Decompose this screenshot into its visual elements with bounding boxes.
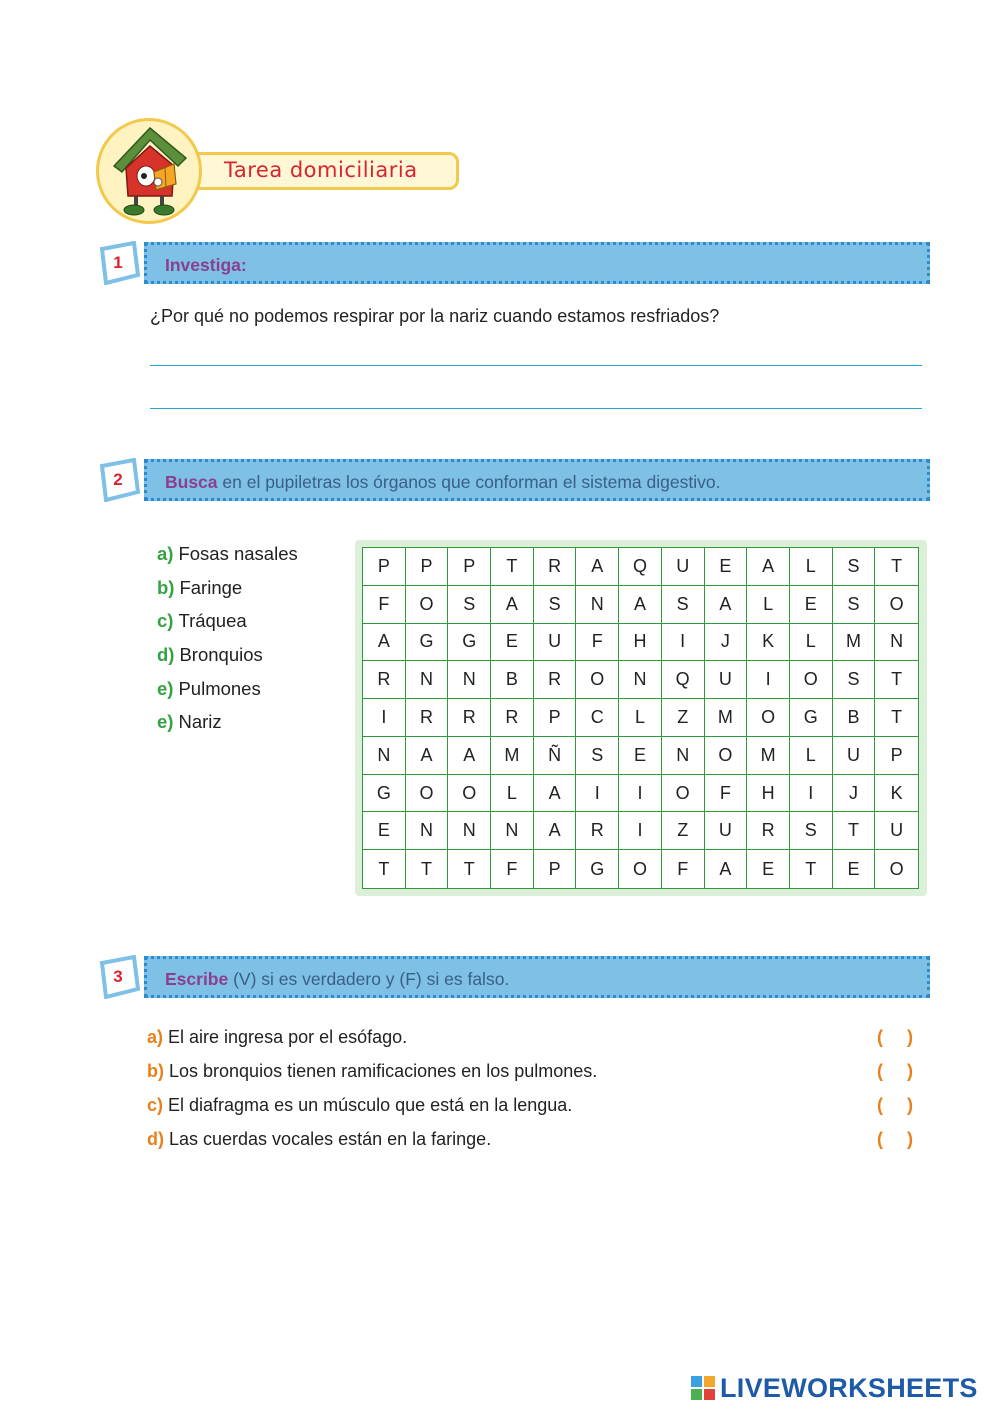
word-search-grid	[362, 547, 919, 889]
grid-cell[interactable]: H	[747, 775, 790, 813]
grid-cell[interactable]: N	[406, 661, 449, 699]
item-letter: c)	[147, 1095, 164, 1115]
paren-open: (	[877, 1027, 883, 1047]
answer-line-1[interactable]	[150, 365, 922, 366]
grid-cell[interactable]: R	[406, 699, 449, 737]
grid-cell[interactable]: S	[833, 661, 876, 699]
grid-cell[interactable]: N	[576, 586, 619, 624]
true-false-item	[147, 1095, 917, 1129]
instruction-banner	[144, 242, 930, 284]
grid-cell[interactable]: S	[833, 586, 876, 624]
grid-cell[interactable]: N	[619, 661, 662, 699]
grid-cell[interactable]: L	[790, 624, 833, 662]
grid-cell[interactable]: K	[875, 775, 918, 813]
true-false-list	[147, 1027, 917, 1163]
page-title: Tarea domiciliaria	[224, 158, 418, 182]
grid-cell[interactable]: T	[491, 548, 534, 586]
word-list-item	[157, 610, 298, 644]
grid-cell[interactable]: A	[491, 586, 534, 624]
item-letter: d)	[147, 1129, 164, 1149]
grid-cell[interactable]: F	[363, 586, 406, 624]
item-text: El diafragma es un músculo que está en la lengua.	[168, 1095, 573, 1115]
grid-cell[interactable]: O	[448, 775, 491, 813]
grid-cell[interactable]: S	[448, 586, 491, 624]
answer-box[interactable]	[877, 1129, 913, 1150]
grid-cell[interactable]: T	[875, 548, 918, 586]
grid-cell[interactable]: M	[491, 737, 534, 775]
paren-close: )	[907, 1061, 913, 1081]
grid-cell[interactable]: U	[534, 624, 577, 662]
item-letter: c)	[157, 610, 174, 632]
item-text: Las cuerdas vocales están en la faringe.	[169, 1129, 492, 1149]
grid-cell[interactable]: I	[619, 775, 662, 813]
item-text: Bronquios	[179, 644, 263, 666]
grid-cell[interactable]: Z	[662, 812, 705, 850]
instruction-banner	[144, 459, 930, 501]
true-false-item	[147, 1027, 917, 1061]
grid-cell[interactable]: Q	[662, 661, 705, 699]
grid-cell[interactable]: U	[833, 737, 876, 775]
grid-cell[interactable]: O	[875, 586, 918, 624]
section-3-banner	[94, 953, 932, 1001]
item-letter: b)	[147, 1061, 164, 1081]
grid-cell[interactable]: J	[705, 624, 748, 662]
grid-cell[interactable]: M	[705, 699, 748, 737]
grid-cell[interactable]: S	[833, 548, 876, 586]
item-text: Nariz	[178, 711, 222, 733]
paren-close: )	[907, 1129, 913, 1149]
grid-cell[interactable]: I	[619, 812, 662, 850]
grid-cell[interactable]: A	[448, 737, 491, 775]
grid-cell[interactable]: S	[534, 586, 577, 624]
grid-cell[interactable]: N	[875, 624, 918, 662]
grid-cell[interactable]: S	[576, 737, 619, 775]
section-number: 2	[113, 470, 123, 489]
grid-cell[interactable]: U	[875, 812, 918, 850]
grid-cell[interactable]: P	[534, 850, 577, 888]
item-text: Tráquea	[178, 610, 247, 632]
word-list-item	[157, 678, 298, 712]
grid-cell[interactable]: E	[363, 812, 406, 850]
grid-cell[interactable]: A	[619, 586, 662, 624]
item-letter: d)	[157, 644, 175, 666]
grid-cell[interactable]: N	[448, 812, 491, 850]
grid-cell[interactable]: P	[448, 548, 491, 586]
grid-cell[interactable]: F	[705, 775, 748, 813]
header-badge	[96, 118, 461, 224]
grid-cell[interactable]: L	[790, 548, 833, 586]
grid-cell[interactable]: A	[363, 624, 406, 662]
word-list-item	[157, 711, 298, 745]
grid-cell[interactable]: F	[662, 850, 705, 888]
grid-cell[interactable]: N	[662, 737, 705, 775]
item-letter: a)	[147, 1027, 164, 1047]
grid-cell[interactable]: J	[833, 775, 876, 813]
paren-close: )	[907, 1027, 913, 1047]
grid-cell[interactable]: L	[491, 775, 534, 813]
grid-cell[interactable]: Z	[662, 699, 705, 737]
grid-cell[interactable]: U	[705, 661, 748, 699]
instruction-keyword: Busca	[165, 472, 218, 492]
grid-cell[interactable]: K	[747, 624, 790, 662]
true-false-item	[147, 1129, 917, 1163]
grid-cell[interactable]: R	[448, 699, 491, 737]
grid-cell[interactable]: N	[406, 812, 449, 850]
grid-cell[interactable]: L	[747, 586, 790, 624]
grid-cell[interactable]: O	[790, 661, 833, 699]
grid-cell[interactable]: M	[747, 737, 790, 775]
grid-cell[interactable]: G	[576, 850, 619, 888]
grid-cell[interactable]: N	[491, 812, 534, 850]
grid-cell[interactable]: N	[363, 737, 406, 775]
item-text: Faringe	[179, 576, 243, 598]
grid-cell[interactable]: O	[576, 661, 619, 699]
grid-cell[interactable]: O	[619, 850, 662, 888]
true-false-item	[147, 1061, 917, 1095]
grid-cell[interactable]: A	[705, 850, 748, 888]
grid-cell[interactable]: E	[619, 737, 662, 775]
grid-cell[interactable]: R	[576, 812, 619, 850]
item-text: El aire ingresa por el esófago.	[168, 1027, 408, 1047]
grid-cell[interactable]: S	[790, 812, 833, 850]
grid-cell[interactable]: P	[406, 548, 449, 586]
grid-cell[interactable]: E	[747, 850, 790, 888]
grid-cell[interactable]: T	[875, 661, 918, 699]
footer-brand	[690, 1372, 978, 1404]
section-2-banner	[94, 456, 932, 504]
grid-cell[interactable]: I	[363, 699, 406, 737]
instruction-rest: en el pupiletras los órganos que conforman el sistema digestivo.	[217, 472, 721, 492]
item-text: Pulmones	[178, 677, 261, 699]
grid-cell[interactable]: T	[833, 812, 876, 850]
grid-cell[interactable]: A	[534, 775, 577, 813]
grid-cell[interactable]: O	[406, 586, 449, 624]
grid-cell[interactable]: G	[363, 775, 406, 813]
word-list-item	[157, 577, 298, 611]
grid-cell[interactable]: U	[662, 548, 705, 586]
grid-cell[interactable]: T	[790, 850, 833, 888]
grid-cell[interactable]: T	[406, 850, 449, 888]
grid-cell[interactable]: R	[534, 548, 577, 586]
grid-cell[interactable]: I	[747, 661, 790, 699]
grid-cell[interactable]: B	[833, 699, 876, 737]
grid-cell[interactable]: T	[448, 850, 491, 888]
instruction-keyword: Escribe	[165, 969, 229, 989]
item-text: Fosas nasales	[178, 543, 298, 564]
word-search-frame	[355, 540, 927, 896]
grid-cell[interactable]: M	[833, 624, 876, 662]
grid-cell[interactable]: F	[576, 624, 619, 662]
paren-open: (	[877, 1061, 883, 1081]
answer-box[interactable]	[877, 1061, 913, 1082]
word-list-item	[157, 543, 298, 577]
grid-cell[interactable]: O	[705, 737, 748, 775]
liveworksheets-logo-icon	[690, 1375, 716, 1401]
answer-line-2[interactable]	[150, 408, 922, 409]
instruction-text	[165, 255, 247, 276]
instruction-keyword: Investiga:	[165, 255, 247, 275]
instruction-text	[165, 472, 720, 493]
house-mascot-reading-icon	[104, 122, 196, 218]
paren-open: (	[877, 1095, 883, 1115]
grid-cell[interactable]: T	[363, 850, 406, 888]
instruction-text	[165, 969, 509, 990]
grid-cell[interactable]: Ñ	[534, 737, 577, 775]
grid-cell[interactable]: E	[491, 624, 534, 662]
grid-cell[interactable]: C	[576, 699, 619, 737]
grid-cell[interactable]: A	[705, 586, 748, 624]
grid-cell[interactable]: R	[747, 812, 790, 850]
instruction-banner	[144, 956, 930, 998]
grid-cell[interactable]: L	[790, 737, 833, 775]
grid-cell[interactable]: L	[619, 699, 662, 737]
grid-cell[interactable]: O	[747, 699, 790, 737]
paren-open: (	[877, 1129, 883, 1149]
grid-cell[interactable]: O	[889, 858, 904, 879]
grid-cell[interactable]: R	[491, 699, 534, 737]
section-number: 1	[113, 253, 123, 272]
grid-cell[interactable]: H	[619, 624, 662, 662]
word-list-item	[157, 644, 298, 678]
grid-cell[interactable]: O	[662, 775, 705, 813]
grid-cell[interactable]: E	[705, 548, 748, 586]
grid-cell[interactable]: A	[747, 548, 790, 586]
grid-cell[interactable]: T	[875, 699, 918, 737]
grid-cell[interactable]: P	[875, 737, 918, 775]
grid-cell[interactable]: P	[363, 548, 406, 586]
grid-cell[interactable]: B	[491, 661, 534, 699]
grid-cell[interactable]: F	[491, 850, 534, 888]
grid-cell[interactable]: G	[790, 699, 833, 737]
grid-cell[interactable]: O	[406, 775, 449, 813]
item-letter: e)	[157, 677, 174, 699]
grid-cell[interactable]: E	[790, 586, 833, 624]
grid-cell[interactable]: Q	[619, 548, 662, 586]
question-text: ¿Por qué no podemos respirar por la nariz cuando estamos resfriados?	[150, 306, 720, 326]
grid-cell[interactable]: U	[705, 812, 748, 850]
grid-cell[interactable]: S	[662, 586, 705, 624]
answer-box[interactable]	[877, 1027, 913, 1048]
item-letter: a)	[157, 543, 174, 564]
grid-cell[interactable]: R	[534, 661, 577, 699]
grid-cell[interactable]: I	[790, 775, 833, 813]
grid-cell[interactable]: G	[406, 624, 449, 662]
grid-cell[interactable]: I	[576, 775, 619, 813]
instruction-rest: (V) si es verdadero y (F) si es falso.	[228, 969, 510, 989]
item-letter: b)	[157, 576, 175, 598]
grid-cell[interactable]: A	[576, 548, 619, 586]
section-number: 3	[113, 967, 123, 986]
word-list	[157, 543, 298, 745]
answer-box[interactable]	[877, 1095, 913, 1116]
grid-cell[interactable]: G	[448, 624, 491, 662]
footer-brand-text: LIVEWORKSHEETS	[720, 1372, 978, 1403]
item-letter: e)	[157, 711, 174, 733]
grid-cell[interactable]: I	[662, 624, 705, 662]
paren-close: )	[907, 1095, 913, 1115]
grid-cell[interactable]: R	[363, 661, 406, 699]
grid-cell[interactable]: N	[448, 661, 491, 699]
section-1-banner	[94, 239, 932, 287]
grid-cell[interactable]: A	[534, 812, 577, 850]
grid-cell[interactable]: A	[406, 737, 449, 775]
grid-cell[interactable]: P	[534, 699, 577, 737]
grid-cell[interactable]: E	[833, 850, 876, 888]
item-text: Los bronquios tienen ramificaciones en los pulmones.	[169, 1061, 598, 1081]
